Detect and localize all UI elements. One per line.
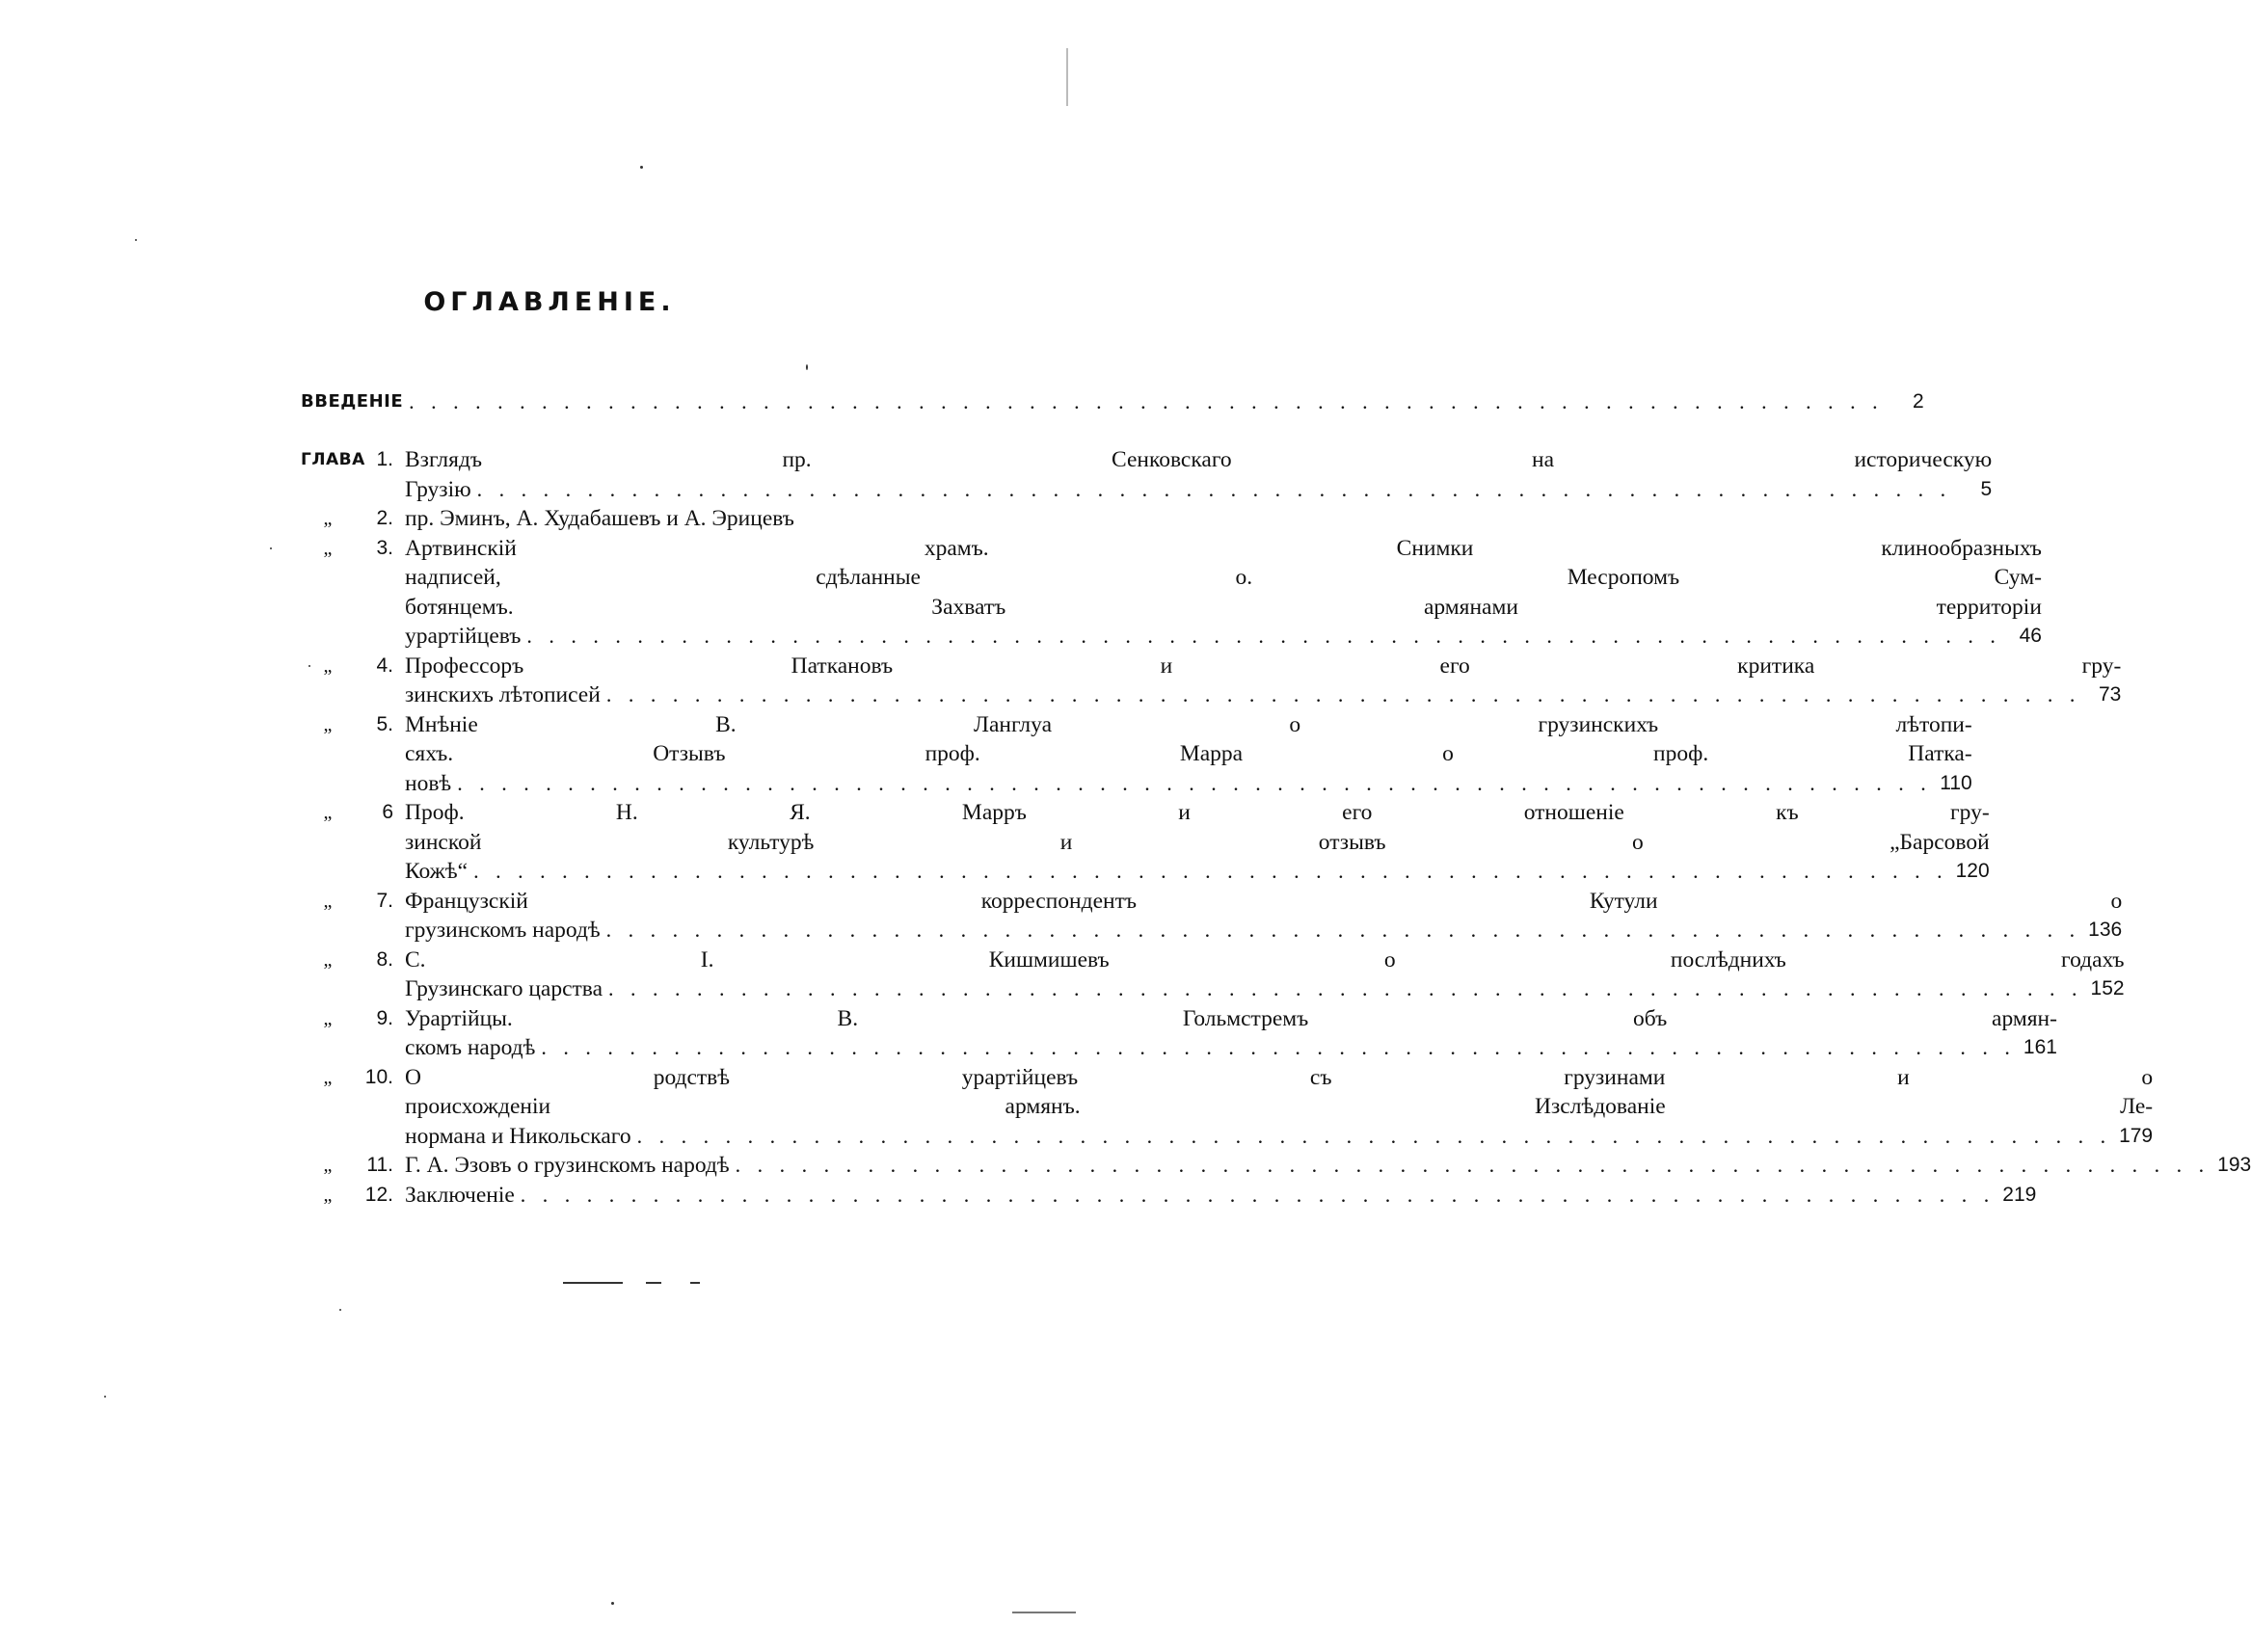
chapter-title-line: грузинскомъ народѣ bbox=[405, 918, 601, 943]
chapter-number: 1. bbox=[376, 448, 393, 470]
page-number: 179 bbox=[2119, 1124, 2154, 1147]
toc-entry-chapter bbox=[301, 1151, 2251, 1181]
chapter-title-line: Грузію bbox=[405, 476, 471, 502]
chapter-title bbox=[405, 1151, 2251, 1181]
chapter-list bbox=[301, 445, 2251, 1210]
leader-dots bbox=[608, 974, 2083, 1004]
leader-dots bbox=[473, 857, 1948, 887]
leader-dots bbox=[409, 387, 1884, 417]
chapter-title-last-line bbox=[405, 1122, 2153, 1152]
page-number: 73 bbox=[2098, 683, 2122, 706]
page-number: 120 bbox=[1955, 860, 1990, 882]
chapter-word-label: ГЛАВА bbox=[301, 450, 365, 469]
chapter-number: 10. bbox=[364, 1065, 393, 1088]
chapter-title-last-line bbox=[405, 475, 1992, 505]
chapter-title-line: Артвинскій храмъ. Снимки клинообразныхъ bbox=[405, 535, 2042, 561]
chapter-title bbox=[405, 946, 2125, 1004]
toc-entry-chapter bbox=[301, 710, 1972, 799]
chapter-title-line: надписей, сдѣланные о. Месропомъ Сум- bbox=[405, 565, 2042, 590]
ditto-mark: „ bbox=[323, 537, 333, 559]
chapter-title-line: С. І. Кишмишевъ о послѣднихъ годахъ bbox=[405, 946, 2125, 973]
page-number: 161 bbox=[2023, 1036, 2057, 1058]
chapter-title-line: происхожденіи армянъ. Изслѣдованіе Ле- bbox=[405, 1094, 2154, 1119]
ditto-mark: „ bbox=[323, 1007, 333, 1029]
leader-dots bbox=[521, 1181, 1996, 1211]
chapter-title-line: зинской культурѣ и отзывъ о „Барсовой bbox=[405, 829, 1990, 855]
scan-speck bbox=[308, 665, 310, 667]
toc-entry-chapter bbox=[301, 798, 1990, 887]
chapter-title bbox=[405, 534, 2042, 652]
chapter-title-line: Профессоръ Паткановъ и его критика гру- bbox=[405, 653, 2122, 679]
scan-speck bbox=[611, 1602, 614, 1605]
chapter-number: 11. bbox=[366, 1154, 393, 1176]
toc-entry-chapter bbox=[301, 504, 991, 534]
page-number: 193 bbox=[2217, 1154, 2251, 1176]
chapter-title-line: новѣ bbox=[405, 770, 452, 796]
chapter-title-line: Взглядъ пр. Сенковскаго на историческую bbox=[405, 447, 1993, 472]
leader-dots bbox=[526, 622, 2001, 652]
ditto-mark: „ bbox=[323, 802, 333, 823]
toc-entry-chapter bbox=[301, 652, 2122, 710]
ditto-mark: „ bbox=[323, 890, 333, 912]
chapter-title bbox=[405, 798, 1990, 887]
toc-entry-chapter bbox=[301, 887, 2123, 946]
chapter-title-line: сяхъ. Отзывъ проф. Марра о проф. Патка- bbox=[405, 741, 1972, 766]
chapter-title-last-line bbox=[405, 1181, 2036, 1211]
chapter-title bbox=[405, 1004, 2057, 1063]
toc-entry-chapter bbox=[301, 946, 2125, 1004]
page-number: 46 bbox=[2019, 625, 2042, 647]
ditto-mark: „ bbox=[323, 948, 333, 971]
ditto-mark: „ bbox=[323, 1184, 333, 1206]
scan-speck bbox=[135, 239, 137, 241]
introduction-label: ВВЕДЕНІЕ bbox=[301, 390, 404, 412]
page-number: 2 bbox=[1912, 389, 1924, 413]
chapter-number: 12. bbox=[364, 1183, 393, 1206]
chapter-title-line: нормана и Никольскаго bbox=[405, 1123, 631, 1149]
leader-dots bbox=[606, 916, 2081, 946]
page-title: ОГЛАВЛЕНІЕ. bbox=[423, 287, 676, 317]
scan-speck bbox=[339, 1309, 341, 1311]
chapter-title-line: Французскій корреспондентъ Кутули о bbox=[405, 888, 2123, 914]
chapter-title-last-line bbox=[405, 504, 991, 534]
page-number: 152 bbox=[2090, 977, 2125, 999]
chapter-title bbox=[405, 1181, 2036, 1211]
chapter-number: 7. bbox=[376, 889, 393, 912]
chapter-title-last-line bbox=[405, 1033, 2057, 1063]
chapter-title-line: Г. А. Эзовъ о грузинскомъ народѣ bbox=[405, 1153, 730, 1178]
ditto-mark: „ bbox=[323, 1155, 333, 1176]
toc-entry-chapter bbox=[301, 445, 1993, 504]
chapter-title bbox=[405, 1063, 2153, 1152]
chapter-title-last-line bbox=[405, 857, 1990, 887]
ditto-mark: „ bbox=[323, 654, 333, 677]
ditto-mark: „ bbox=[323, 1066, 333, 1088]
toc-entry-chapter bbox=[301, 1181, 2037, 1211]
page-number: 110 bbox=[1940, 771, 1972, 794]
chapter-title-last-line bbox=[405, 1151, 2251, 1181]
chapter-title-line: Кожѣ“ bbox=[405, 859, 469, 884]
chapter-title-last-line bbox=[405, 769, 1972, 799]
end-rule bbox=[563, 1282, 708, 1284]
chapter-number: 6 bbox=[382, 801, 393, 823]
chapter-title-line: скомъ народѣ bbox=[405, 1035, 536, 1060]
chapter-title-line: пр. Эминъ, А. Худабашевъ и А. Эрицевъ bbox=[405, 506, 794, 531]
page-number: 136 bbox=[2088, 919, 2123, 941]
chapter-title bbox=[405, 887, 2122, 946]
page-number: 5 bbox=[1980, 477, 1993, 500]
chapter-title-line: Проф. Н. Я. Марръ и его отношеніе къ гру- bbox=[405, 800, 1990, 825]
chapter-title-line: О родствѣ урартійцевъ съ грузинами и о bbox=[405, 1064, 2154, 1090]
toc-entry-introduction bbox=[301, 386, 1924, 416]
leader-dots bbox=[606, 680, 2081, 710]
chapter-title-line: зинскихъ лѣтописей bbox=[405, 682, 601, 707]
page-number: 219 bbox=[2002, 1183, 2037, 1206]
scan-speck bbox=[1066, 48, 1068, 106]
chapter-number: 8. bbox=[376, 947, 393, 971]
chapter-number: 3. bbox=[376, 536, 393, 559]
chapter-title-line: Заключеніе bbox=[405, 1182, 515, 1208]
chapter-title-line: урартійцевъ bbox=[405, 624, 522, 649]
table-of-contents bbox=[301, 386, 2251, 1210]
scan-speck bbox=[104, 1396, 106, 1398]
chapter-number: 4. bbox=[376, 653, 393, 677]
chapter-title-last-line bbox=[405, 974, 2125, 1004]
ditto-mark: „ bbox=[323, 508, 333, 529]
chapter-title bbox=[405, 445, 1992, 504]
scan-speck bbox=[1012, 1612, 1076, 1613]
leader-dots bbox=[637, 1122, 2112, 1152]
leader-dots bbox=[541, 1033, 2016, 1063]
chapter-title bbox=[405, 710, 1972, 799]
toc-entry-chapter bbox=[301, 1004, 2057, 1063]
chapter-title-last-line bbox=[405, 916, 2122, 946]
leader-dots bbox=[457, 769, 1932, 799]
chapter-title-last-line bbox=[405, 622, 2042, 652]
leader-dots bbox=[477, 475, 1952, 505]
scan-speck bbox=[640, 166, 643, 169]
chapter-number: 9. bbox=[376, 1006, 393, 1029]
chapter-title bbox=[405, 652, 2121, 710]
scan-speck bbox=[806, 364, 808, 370]
chapter-number: 5. bbox=[376, 712, 393, 735]
chapter-title-line: Мнѣніе В. Ланглуа о грузинскихъ лѣтопи- bbox=[405, 711, 1972, 737]
toc-entry-chapter bbox=[301, 1063, 2154, 1152]
chapter-title bbox=[405, 504, 991, 534]
toc-entry-chapter bbox=[301, 534, 2042, 652]
chapter-title-line: Урартійцы. В. Гольмстремъ объ армян- bbox=[405, 1005, 2057, 1031]
scan-speck bbox=[270, 547, 272, 549]
chapter-title-line: Грузинскаго царства bbox=[405, 976, 603, 1001]
chapter-title-line: ботянцемъ. Захватъ армянами территоріи bbox=[405, 594, 2042, 620]
ditto-mark: „ bbox=[323, 713, 333, 735]
chapter-number: 2. bbox=[376, 507, 393, 529]
leader-dots bbox=[736, 1151, 2211, 1181]
chapter-title-last-line bbox=[405, 680, 2121, 710]
